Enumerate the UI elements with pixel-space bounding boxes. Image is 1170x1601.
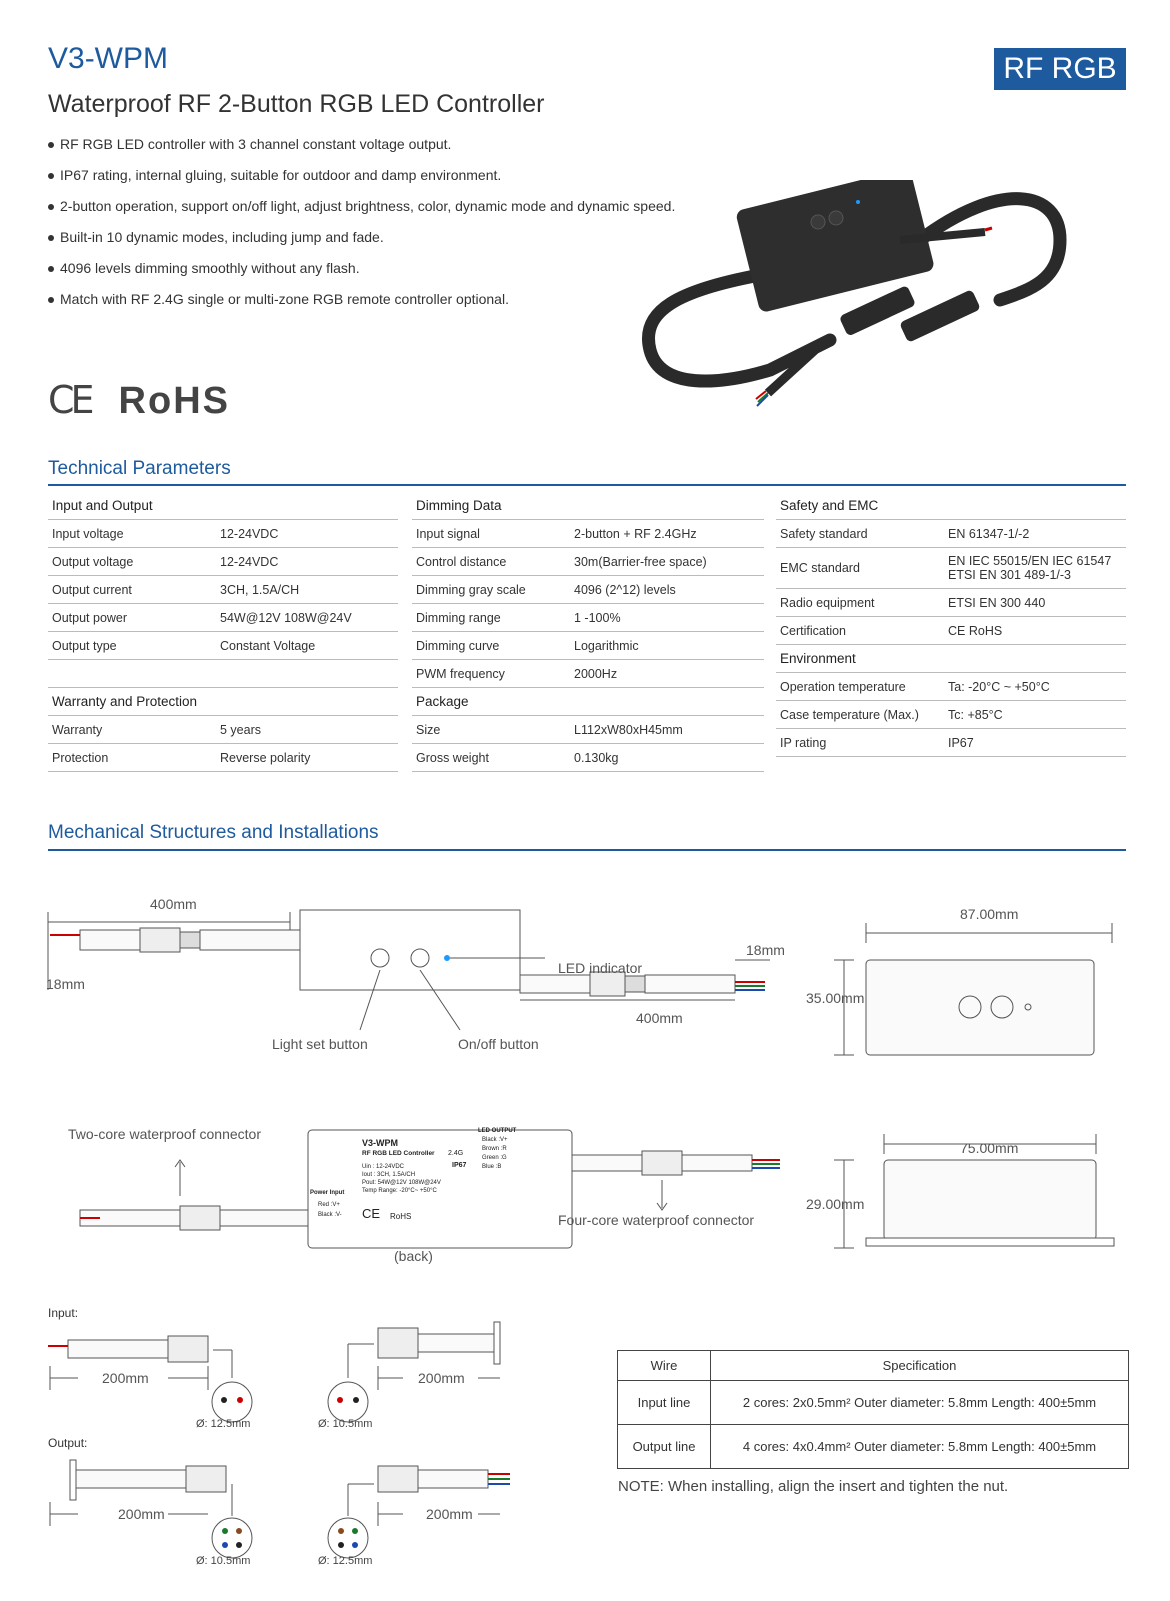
param-row: Warranty 5 years bbox=[48, 716, 398, 744]
side-width: 87.00mm bbox=[960, 906, 1019, 922]
param-heading: Input and Output bbox=[48, 492, 398, 520]
connector-face bbox=[328, 1518, 368, 1558]
product-image bbox=[640, 180, 1100, 420]
connector bbox=[140, 928, 180, 952]
dim-200-out1: 200mm bbox=[118, 1506, 165, 1522]
param-row: EMC standard EN IEC 55015/EN IEC 61547 ETSI EN 301 489-1/-3 bbox=[776, 548, 1126, 589]
param-row: Control distance 30m(Barrier-free space) bbox=[412, 548, 764, 576]
label-model: V3-WPM bbox=[362, 1138, 398, 1148]
category-badge: RF RGB bbox=[994, 48, 1126, 90]
params-table-io bbox=[48, 492, 398, 772]
bottom-width: 75.00mm bbox=[960, 1140, 1019, 1156]
connector bbox=[378, 1328, 418, 1358]
label-power: Red :V+ Black :V- bbox=[318, 1202, 342, 1218]
dim-output-length: 400mm bbox=[636, 1010, 683, 1026]
wire-header: Wire bbox=[618, 1351, 711, 1381]
onoff-label: On/off button bbox=[458, 1036, 539, 1052]
cable bbox=[68, 1340, 168, 1358]
front-view-diagram bbox=[40, 900, 800, 1070]
pin-brown bbox=[236, 1528, 242, 1534]
product-led-icon bbox=[856, 200, 860, 204]
pin-brown bbox=[338, 1528, 344, 1534]
product-wire-red bbox=[985, 228, 992, 230]
cert-logos bbox=[48, 378, 230, 423]
param-heading: Warranty and Protection bbox=[48, 688, 398, 716]
wire-row: Input line 2 cores: 2x0.5mm² Outer diameter: 5.8mm Length: 400±5mm bbox=[618, 1381, 1129, 1425]
param-row: Output voltage 12-24VDC bbox=[48, 548, 398, 576]
bullet-icon bbox=[48, 204, 54, 210]
param-row: Gross weight 0.130kg bbox=[412, 744, 764, 772]
housing-outline bbox=[866, 960, 1094, 1055]
led-indicator-icon bbox=[444, 955, 450, 961]
side-view-diagram bbox=[830, 915, 1130, 1065]
param-row: Output current 3CH, 1.5A/CH bbox=[48, 576, 398, 604]
diameter-1: Ø: 12.5mm bbox=[196, 1418, 251, 1430]
ce-logo: CE bbox=[48, 378, 91, 422]
label-freq: 2.4G bbox=[448, 1150, 464, 1157]
param-heading: Safety and EMC bbox=[776, 492, 1126, 520]
param-row: Case temperature (Max.) Tc: +85°C bbox=[776, 701, 1126, 729]
product-cable-right bbox=[920, 199, 1060, 300]
cable bbox=[76, 1470, 186, 1488]
label-power-input: Power Input bbox=[310, 1190, 345, 1196]
output-label: Output: bbox=[48, 1436, 88, 1450]
cable bbox=[80, 930, 140, 950]
label-ip: IP67 bbox=[452, 1162, 467, 1169]
pin-green bbox=[352, 1528, 358, 1534]
connector-face bbox=[212, 1382, 252, 1422]
param-row: PWM frequency 2000Hz bbox=[412, 660, 764, 688]
pin-black bbox=[353, 1397, 359, 1403]
model-name: V3-WPM bbox=[48, 42, 168, 75]
feature-item: 2-button operation, support on/off light, adjust brightness, color, dynamic mode and dynamic speed. bbox=[48, 196, 675, 227]
connector-face bbox=[212, 1518, 252, 1558]
light-set-label: Light set button bbox=[272, 1036, 368, 1052]
dim-200-in2: 200mm bbox=[418, 1370, 465, 1386]
wire-row: Output line 4 cores: 4x0.4mm² Outer diameter: 5.8mm Length: 400±5mm bbox=[618, 1425, 1129, 1469]
param-row: Operation temperature Ta: -20°C ~ +50°C bbox=[776, 673, 1126, 701]
label-subtitle: RF RGB LED Controller bbox=[362, 1150, 435, 1157]
diameter-3: Ø: 10.5mm bbox=[196, 1555, 251, 1567]
cable bbox=[220, 1210, 308, 1226]
cable bbox=[418, 1470, 488, 1488]
param-row: Output power 54W@12V 108W@24V bbox=[48, 604, 398, 632]
param-row: Dimming curve Logarithmic bbox=[412, 632, 764, 660]
bullet-icon bbox=[48, 173, 54, 179]
back-caption: (back) bbox=[394, 1248, 433, 1264]
connector bbox=[180, 932, 200, 948]
cable bbox=[682, 1155, 752, 1171]
mounting-flange bbox=[866, 1238, 1114, 1246]
cable bbox=[418, 1334, 498, 1352]
connector bbox=[186, 1466, 226, 1492]
cable-end bbox=[70, 1460, 76, 1500]
feature-list bbox=[48, 134, 675, 320]
bullet-icon bbox=[48, 142, 54, 148]
param-row: Dimming gray scale 4096 (2^12) levels bbox=[412, 576, 764, 604]
cable bbox=[200, 930, 300, 950]
product-button-icon bbox=[829, 211, 843, 225]
label-specs: Uin : 12-24VDC Iout : 3CH, 1.5A/CH Pout: 54W@12V 108W@24V Temp Range: -20°C~ +50°C bbox=[362, 1164, 441, 1194]
pin-red bbox=[337, 1397, 343, 1403]
param-heading: Dimming Data bbox=[412, 492, 764, 520]
wire-spec-table bbox=[617, 1350, 1129, 1469]
connector bbox=[180, 1206, 220, 1230]
pin-green bbox=[222, 1528, 228, 1534]
mechanical-divider bbox=[48, 849, 1126, 851]
input-label: Input: bbox=[48, 1306, 79, 1320]
param-row: Input signal 2-button + RF 2.4GHz bbox=[412, 520, 764, 548]
params-table-dimming bbox=[412, 492, 764, 772]
param-row: Safety standard EN 61347-1/-2 bbox=[776, 520, 1126, 548]
param-heading: Package bbox=[412, 688, 764, 716]
label-outputs: Black :V+ Brown :R Green :G Blue :B bbox=[482, 1137, 508, 1170]
led-indicator-label: LED indicator bbox=[558, 960, 643, 976]
dim-18b: 18mm bbox=[746, 942, 785, 958]
cable-end bbox=[494, 1322, 500, 1364]
connector bbox=[642, 1151, 682, 1175]
params-table-safety bbox=[776, 492, 1126, 757]
param-row: IP rating IP67 bbox=[776, 729, 1126, 757]
dim-200-out2: 200mm bbox=[426, 1506, 473, 1522]
installation-note: NOTE: When installing, align the insert and tighten the nut. bbox=[618, 1478, 1009, 1495]
product-button-icon bbox=[811, 215, 825, 229]
housing-outline bbox=[300, 910, 520, 990]
pin-black bbox=[338, 1542, 344, 1548]
cable bbox=[520, 975, 590, 993]
param-row: Output type Constant Voltage bbox=[48, 632, 398, 660]
bullet-icon bbox=[48, 266, 54, 272]
housing-outline bbox=[884, 1160, 1096, 1240]
label-rohs-logo: RoHS bbox=[390, 1212, 412, 1221]
param-heading: Environment bbox=[776, 645, 1126, 673]
bullet-icon bbox=[48, 297, 54, 303]
bullet-icon bbox=[48, 235, 54, 241]
diameter-2: Ø: 10.5mm bbox=[318, 1418, 373, 1430]
pin-blue bbox=[222, 1542, 228, 1548]
label-ce-logo: CE bbox=[362, 1206, 381, 1221]
param-row: Certification CE RoHS bbox=[776, 617, 1126, 645]
spec-header: Specification bbox=[711, 1351, 1129, 1381]
cable bbox=[572, 1155, 642, 1171]
bottom-height: 29.00mm bbox=[806, 1196, 865, 1212]
dim-18a: 18mm bbox=[46, 976, 85, 992]
param-row: Input voltage 12-24VDC bbox=[48, 520, 398, 548]
label-led-output: LED OUTPUT bbox=[478, 1128, 517, 1134]
four-core-label: Four-core waterproof connector bbox=[558, 1212, 755, 1228]
two-core-label: Two-core waterproof connector bbox=[68, 1126, 261, 1142]
rohs-logo: RoHS bbox=[118, 380, 230, 422]
pin-red bbox=[237, 1397, 243, 1403]
connector bbox=[378, 1466, 418, 1492]
dim-200-in1: 200mm bbox=[102, 1370, 149, 1386]
feature-item: 4096 levels dimming smoothly without any flash. bbox=[48, 258, 675, 289]
connector bbox=[168, 1336, 208, 1362]
param-row: Dimming range 1 -100% bbox=[412, 604, 764, 632]
pin-black bbox=[236, 1542, 242, 1548]
side-height: 35.00mm bbox=[806, 990, 865, 1006]
technical-divider bbox=[48, 484, 1126, 486]
dim-input-length: 400mm bbox=[150, 896, 197, 912]
param-row: Radio equipment ETSI EN 300 440 bbox=[776, 589, 1126, 617]
technical-title: Technical Parameters bbox=[48, 458, 231, 479]
feature-item: IP67 rating, internal gluing, suitable for outdoor and damp environment. bbox=[48, 165, 675, 196]
connector-details bbox=[48, 1320, 548, 1590]
mechanical-title: Mechanical Structures and Installations bbox=[48, 822, 379, 843]
feature-item: Built-in 10 dynamic modes, including jump and fade. bbox=[48, 227, 675, 258]
feature-item: Match with RF 2.4G single or multi-zone RGB remote controller optional. bbox=[48, 289, 675, 320]
product-title: Waterproof RF 2-Button RGB LED Controller bbox=[48, 90, 545, 118]
cable bbox=[645, 975, 735, 993]
param-row: Size L112xW80xH45mm bbox=[412, 716, 764, 744]
connector bbox=[625, 976, 645, 992]
diameter-4: Ø: 12.5mm bbox=[318, 1555, 373, 1567]
feature-item: RF RGB LED controller with 3 channel constant voltage output. bbox=[48, 134, 675, 165]
connector-face bbox=[328, 1382, 368, 1422]
param-row: Protection Reverse polarity bbox=[48, 744, 398, 772]
pin-blue bbox=[352, 1542, 358, 1548]
pin-black bbox=[221, 1397, 227, 1403]
